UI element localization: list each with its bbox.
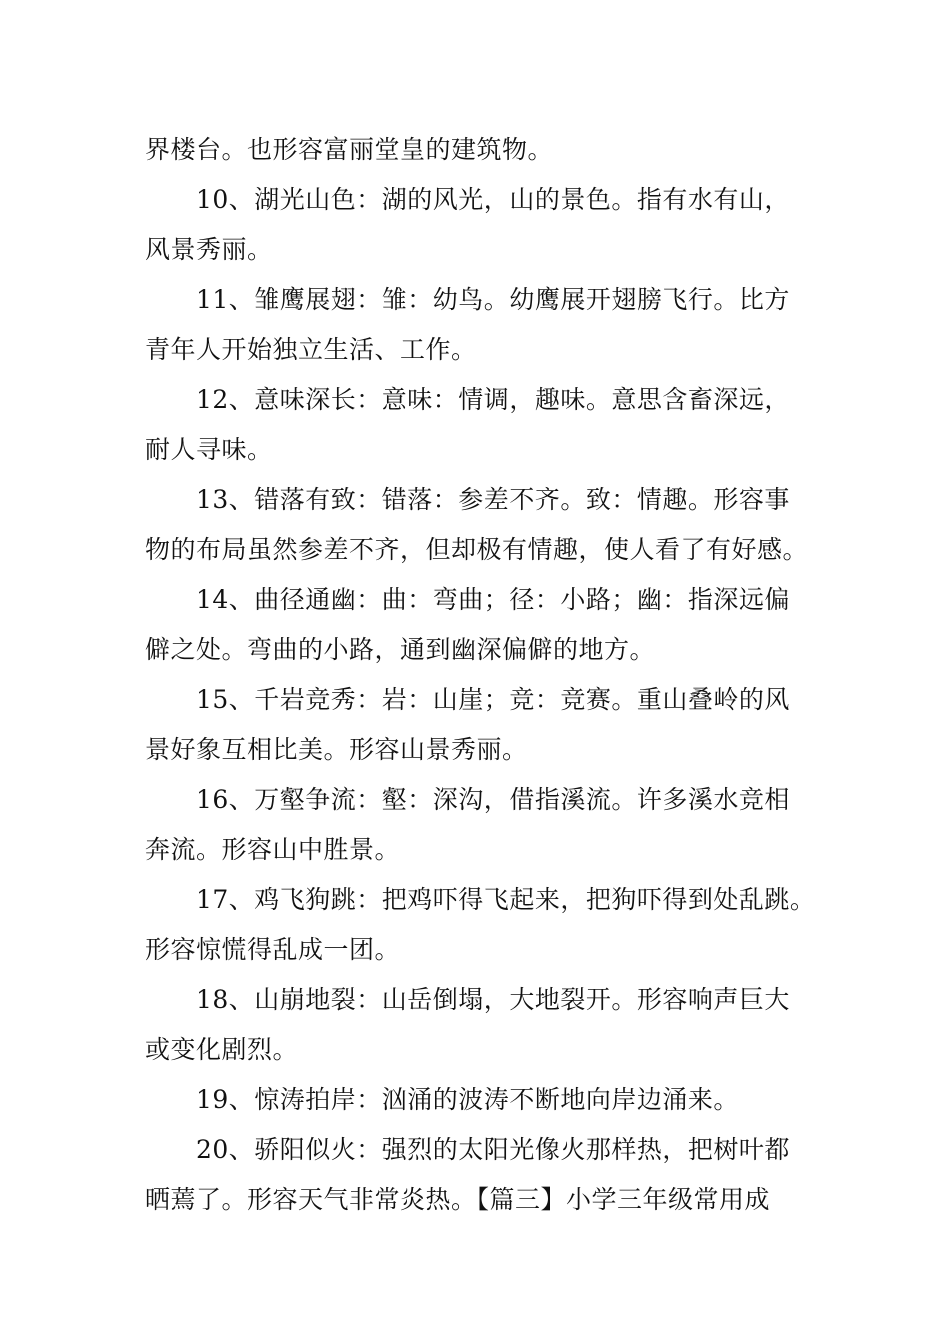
text-line: 13、错落有致：错落：参差不齐。致：情趣。形容事 <box>196 485 790 514</box>
text-line: 20、骄阳似火：强烈的太阳光像火那样热，把树叶都 <box>196 1135 790 1164</box>
text-line: 晒蔫了。形容天气非常炎热。【篇三】小学三年级常用成 <box>145 1185 771 1214</box>
text-line: 青年人开始独立生活、工作。 <box>145 335 477 364</box>
text-line: 15、千岩竞秀：岩：山崖；竞：竞赛。重山叠岭的风 <box>196 685 790 714</box>
text-line: 16、万壑争流：壑：深沟，借指溪流。许多溪水竞相 <box>196 785 790 814</box>
text-line: 18、山崩地裂：山岳倒塌，大地裂开。形容响声巨大 <box>196 985 790 1014</box>
text-line: 17、鸡飞狗跳：把鸡吓得飞起来，把狗吓得到处乱跳。 <box>196 885 816 914</box>
text-line: 10、湖光山色：湖的风光，山的景色。指有水有山， <box>196 185 790 214</box>
text-line: 形容惊慌得乱成一团。 <box>145 935 401 964</box>
text-line: 耐人寻味。 <box>145 435 273 464</box>
text-line: 风景秀丽。 <box>145 235 273 264</box>
text-line: 界楼台。也形容富丽堂皇的建筑物。 <box>145 135 554 164</box>
text-line: 奔流。形容山中胜景。 <box>145 835 401 864</box>
text-line: 12、意味深长：意味：情调，趣味。意思含畜深远， <box>196 385 790 414</box>
text-line: 或变化剧烈。 <box>145 1035 299 1064</box>
text-line: 19、惊涛拍岸：汹涌的波涛不断地向岸边涌来。 <box>196 1085 739 1114</box>
text-line: 僻之处。弯曲的小路，通到幽深偏僻的地方。 <box>145 635 656 664</box>
text-line: 物的布局虽然参差不齐，但却极有情趣，使人看了有好感。 <box>145 535 809 564</box>
text-line: 景好象互相比美。形容山景秀丽。 <box>145 735 528 764</box>
text-line: 14、曲径通幽：曲：弯曲；径：小路；幽：指深远偏 <box>196 585 790 614</box>
text-line: 11、雏鹰展翅：雏：幼鸟。幼鹰展开翅膀飞行。比方 <box>196 285 790 314</box>
